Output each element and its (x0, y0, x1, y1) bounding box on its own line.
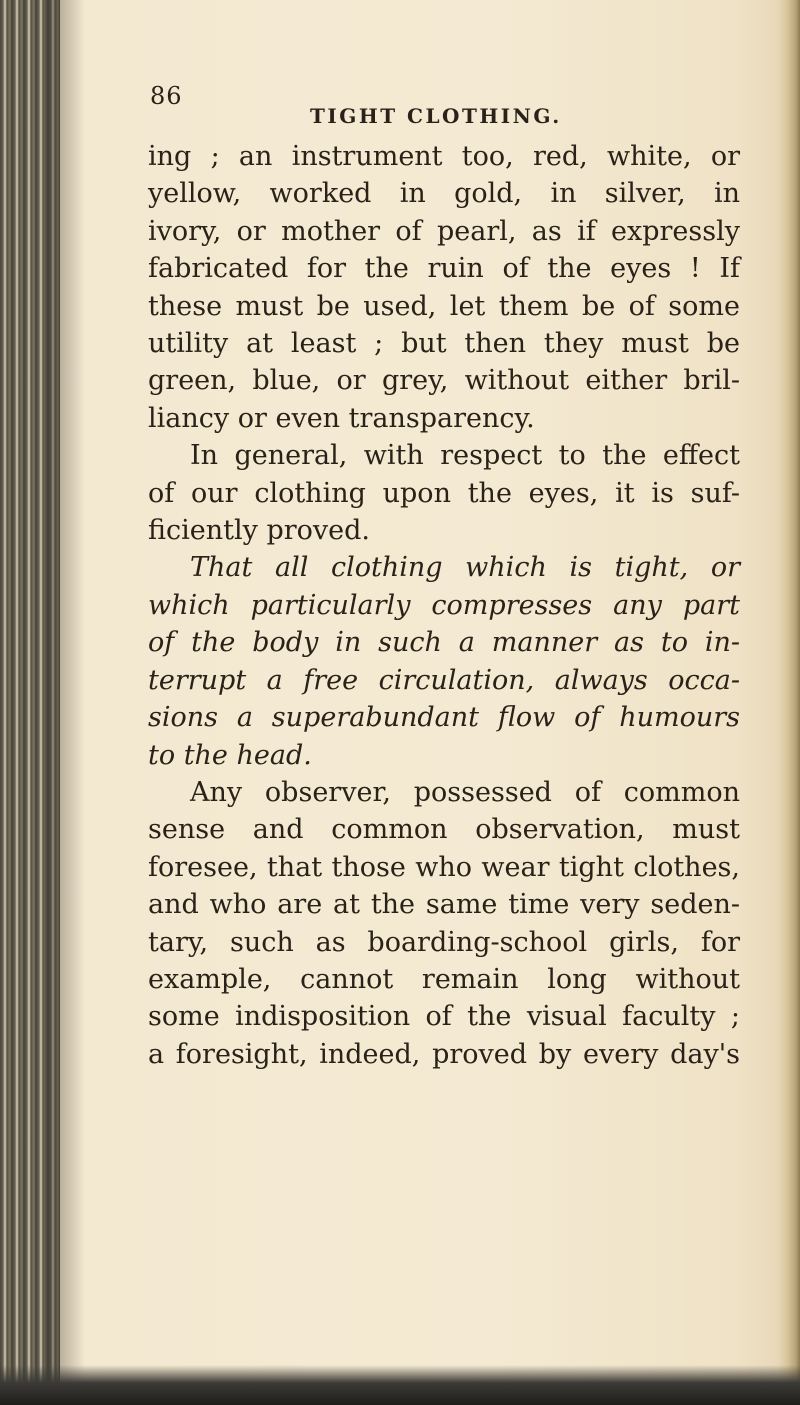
italic-text-line: That all clothing which is tight, or (190, 552, 740, 584)
running-head: TIGHT CLOTHING. (310, 104, 562, 128)
text-line: ivory, or mother of pearl, as if expressly (148, 215, 740, 247)
page-number: 86 (150, 82, 183, 110)
text-line: ing ; an instrument too, red, white, or (148, 141, 740, 172)
gutter-shadow (45, 0, 85, 1405)
text-line: these must be used, let them be of some (148, 290, 740, 322)
italic-text-line: which particularly compresses any part (148, 589, 740, 621)
text-line: some indisposition of the visual faculty ; (148, 1001, 740, 1033)
text-line: of our clothing upon the eyes, it is suf- (148, 477, 740, 509)
page-header (150, 82, 740, 128)
italic-text-line: terrupt a free circulation, always occa- (148, 664, 740, 696)
italic-text-line: sions a superabundant flow of humours (148, 702, 740, 734)
text-line: example, cannot remain long without (148, 963, 740, 995)
text-line: utility at least ; but then they must be (148, 328, 740, 360)
bottom-shadow (0, 1365, 800, 1405)
text-line: yellow, worked in gold, in silver, in (148, 178, 740, 210)
text-line: In general, with respect to the effect (190, 440, 740, 472)
text-line: a foresight, indeed, proved by every day's (148, 1038, 740, 1070)
page-edge (778, 0, 800, 1405)
text-line: liancy or even transparency. (148, 402, 535, 434)
italic-text-line: of the body in such a manner as to in- (148, 627, 740, 659)
text-line: foresee, that those who wear tight clothes, (148, 851, 740, 883)
text-line: tary, such as boarding-school girls, for (148, 926, 740, 958)
italic-text-line: to the head. (148, 739, 312, 771)
text-line: green, blue, or grey, without either bril- (148, 365, 740, 397)
text-line: Any observer, possessed of common (190, 776, 740, 808)
text-line: ficiently proved. (148, 515, 370, 547)
text-line: fabricated for the ruin of the eyes ! If (148, 253, 740, 285)
text-line: and who are at the same time very seden- (148, 889, 740, 921)
body-text (148, 138, 740, 1073)
text-line: sense and common observation, must (148, 814, 740, 846)
